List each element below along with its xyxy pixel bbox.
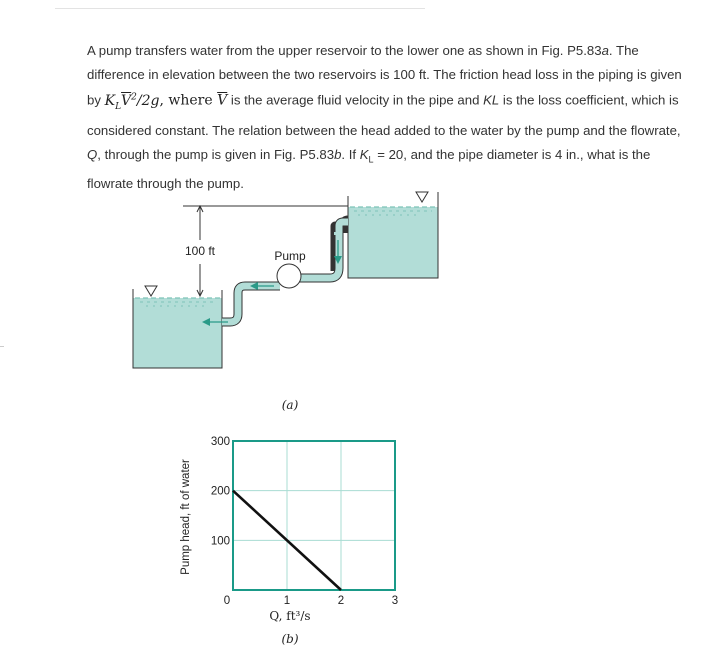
figure-a <box>133 192 438 412</box>
figure-a-caption: (a) <box>281 398 299 412</box>
problem-text: A pump transfers water from the upper reservoir to the lower one as shown in Fig. P5.83a. The difference in elevation between the two reservoirs is 100 ft. The friction head loss in the piping is given by $K_L\overline{V}^2/2g$, where $\overline{V}$ is the average fluid velocity in the pipe and KL is the loss coefficient, which is considered constant. The relation between the head added to the water by the pump and the flowrate, Q, through the pump is given in Fig. P5.83b. If $K_L = 20$, and the pipe diameter is 4 in., what is the flowrate through the pump. <box>87 43 682 192</box>
head-loss-formula: $K_L\overline{V}^2/2g$ <box>104 92 160 112</box>
pump-icon <box>277 264 301 288</box>
lower-reservoir <box>133 286 222 368</box>
lower-reservoir-water <box>133 298 222 368</box>
x-axis-label: Q, ft³/s <box>269 609 311 623</box>
figure-b-chart <box>180 436 398 646</box>
y-tick-labels <box>211 436 230 547</box>
x-tick-label: 1 <box>283 595 291 607</box>
figure-b-caption: (b) <box>281 632 299 646</box>
y-axis-label: Pump head, ft of water <box>180 459 192 575</box>
chart-frame <box>233 441 395 590</box>
y-tick-label: 100 <box>210 535 230 548</box>
x-tick-label: 2 <box>337 595 345 607</box>
chart-grid <box>233 441 395 590</box>
origin-tick-label: 0 <box>223 595 231 607</box>
upper-water-level-icon <box>416 192 428 202</box>
x-tick-label: 3 <box>391 595 399 607</box>
lower-water-level-icon <box>145 286 157 296</box>
pump-label: Pump <box>274 249 306 263</box>
y-tick-label: 200 <box>210 485 230 498</box>
elevation-label: 100 ft <box>184 244 216 258</box>
y-tick-label: 300 <box>210 436 230 448</box>
upper-reservoir <box>348 192 438 278</box>
upper-reservoir-water <box>348 207 438 278</box>
x-tick-labels <box>284 595 398 607</box>
